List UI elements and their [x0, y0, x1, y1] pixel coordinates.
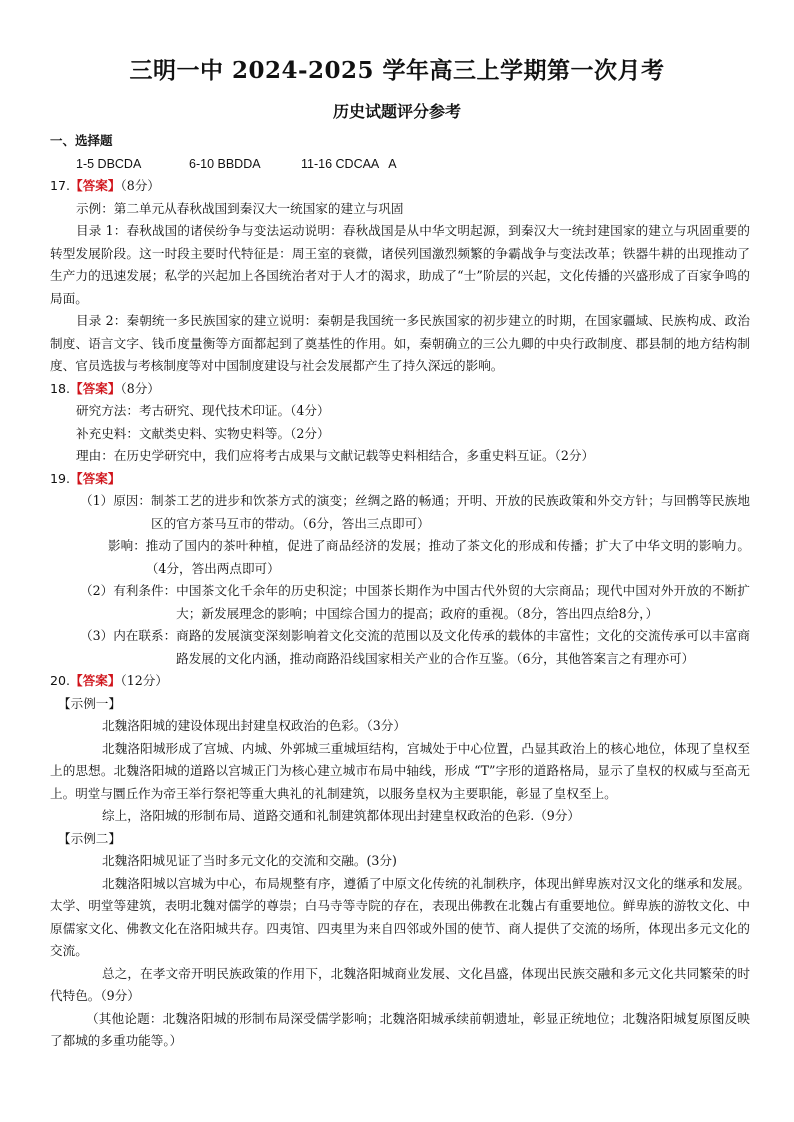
q17-paragraph: 目录 2：秦朝统一多民族国家的建立说明：秦朝是我国统一多民族国家的初步建立的时期，在国家疆域、民族构成、政治制度、语言文字、钱币度量衡等方面都起到了奠基性的作用。如，秦朝确立的三公九卿的中央行政制度、郡县制的地方结构制度、官员选拔与考核制度等对中国制度建设与社会发展都产生了持久深远的影响。: [50, 313, 750, 373]
choice-answer-group: 11-16 CDCAA A: [301, 156, 397, 171]
part-text: 中国茶文化千余年的历史积淀；中国茶长期作为中国古代外贸的大宗商品；现代中国对外开放的不断扩大；新发展理念的影响；中国综合国力的提高；政府的重视。（8分，答出四点给8分，）: [176, 583, 750, 621]
q20-other-topics: （其他论题：北魏洛阳城的形制布局深受儒学影响；北魏洛阳城承续前朝遗址，彰显正统地位；北魏洛阳城复原图反映了都城的多重功能等。）: [50, 1010, 750, 1048]
part-label: 影响：: [108, 538, 146, 553]
q17-header: [50, 175, 750, 198]
q18-header: [50, 378, 750, 401]
question-number: 17.: [50, 178, 71, 193]
question-score: （8分）: [120, 178, 160, 193]
part-text: 商路的发展演变深刻影响着文化交流的范围以及文化传承的载体的丰富性；文化的交流传承可以丰富商路发展的文化内涵，推动商路沿线国家相关产业的合作互鉴。（6分，其他答案言之有理亦可）: [176, 628, 750, 666]
choice-answer-group: 1-5 DBCDA: [76, 156, 142, 171]
answer-content: [50, 130, 750, 1053]
question-number: 18.: [50, 380, 71, 396]
question-number: 19.: [50, 470, 71, 486]
choice-answer-group: 6-10 BBDDA: [189, 156, 261, 171]
answer-tag: 【答案】: [70, 178, 121, 193]
q18-line: 研究方法：考古研究、现代技术印证。（4分）: [76, 403, 330, 418]
q18-line: 理由：在历史学研究中，我们应将考古成果与文献记载等史料相结合，多重史料互证。（2分）: [76, 448, 595, 463]
question-score: （8分）: [120, 380, 160, 396]
q19-part2: [50, 580, 750, 625]
section-heading-choice: 一、选择题: [50, 133, 113, 148]
page-subtitle: 历史试题评分参考: [332, 102, 461, 121]
q20-example1-heading: 【示例一】: [58, 695, 121, 711]
choice-answers: [50, 153, 750, 176]
q20-body: 北魏洛阳城形成了宫城、内城、外郭城三重城垣结构，宫城处于中心位置，凸显其政治上的核心地位，体现了皇权至上的思想。北魏洛阳城的道路以宫城正门为核心建立城市布局中轴线，形成 “T”字形的道路格局，显示了皇权的权威与至高无上。明堂与圜丘作为帝王举行祭祀等重大典礼的礼制建筑，以服务皇权为主要职能，彰显了皇权至上。: [50, 740, 750, 801]
q17-example: 示例：第二单元从春秋战国到秦汉大一统国家的建立与巩固: [76, 200, 404, 216]
part-label: （1）原因：: [80, 493, 151, 508]
question-number: 20.: [50, 673, 71, 688]
q19-header: [50, 468, 750, 491]
q20-header: [50, 670, 750, 693]
page-title: 三明一中 2024-2025 学年高三上学期第一次月考: [129, 57, 665, 84]
answer-tag: 【答案】: [70, 673, 121, 688]
q20-thesis: 北魏洛阳城见证了当时多元文化的交流和交融。(3分): [102, 853, 397, 868]
q19-part3: [50, 625, 750, 670]
answer-tag: 【答案】: [70, 470, 121, 486]
part-text: 推动了国内的茶叶种植，促进了商品经济的发展；推动了茶文化的形成和传播；扩大了中华文明的影响力。（4分，答出两点即可）: [145, 538, 750, 576]
part-label: （2）有利条件：: [80, 583, 177, 598]
q20-body: 北魏洛阳城以宫城为中心，布局规整有序，遵循了中原文化传统的礼制秩序，体现出鲜卑族对汉文化的继承和发展。太学、明堂等建筑，表明北魏对儒学的尊崇；白马寺等寺院的存在，表现出佛教在北魏占有重要地位。鲜卑族的游牧文化、中原儒家文化、佛教文化在洛阳城共存。四夷馆、四夷里为来自四邻或外国的使节、商人提供了交流的场所，体现出多元文化的交流。: [50, 875, 750, 958]
q20-summary: 综上，洛阳城的形制布局、道路交通和礼制建筑都体现出封建皇权政治的色彩.（9分）: [102, 808, 580, 823]
q20-example2-heading: 【示例二】: [58, 830, 121, 846]
answer-tag: 【答案】: [70, 380, 121, 396]
q18-line: 补充史料：文献类史料、实物史料等。（2分）: [76, 425, 330, 441]
part-text: 制茶工艺的进步和饮茶方式的演变；丝绸之路的畅通；开明、开放的民族政策和外交方针；与回鹘等民族地区的官方茶马互市的带动。（6分，答出三点即可）: [150, 493, 750, 531]
part-label: （3）内在联系：: [80, 628, 177, 643]
q19-part1-reason: [50, 490, 750, 535]
q17-paragraph: 目录 1：春秋战国的诸侯纷争与变法运动说明：春秋战国是从中华文明起源，到秦汉大一统封建国家的建立与巩固重要的转型发展阶段。这一时段主要时代特征是：周王室的衰微，诸侯列国激烈频繁的争霸战争与变法改革；铁器牛耕的出现推动了生产力的迅速发展；私学的兴起加上各国统治者对于人才的渴求，助成了“士”阶层的兴起，文化传播的兴盛形成了百家争鸣的局面。: [50, 223, 750, 306]
q19-part1-impact: [50, 535, 750, 580]
q20-thesis: 北魏洛阳城的建设体现出封建皇权政治的色彩。（3分）: [102, 718, 406, 733]
question-score: （12分）: [120, 673, 168, 688]
q20-summary: 总之，在孝文帝开明民族政策的作用下，北魏洛阳城商业发展、文化昌盛，体现出民族交融和多元文化共同繁荣的时代特色。（9分）: [50, 965, 750, 1003]
